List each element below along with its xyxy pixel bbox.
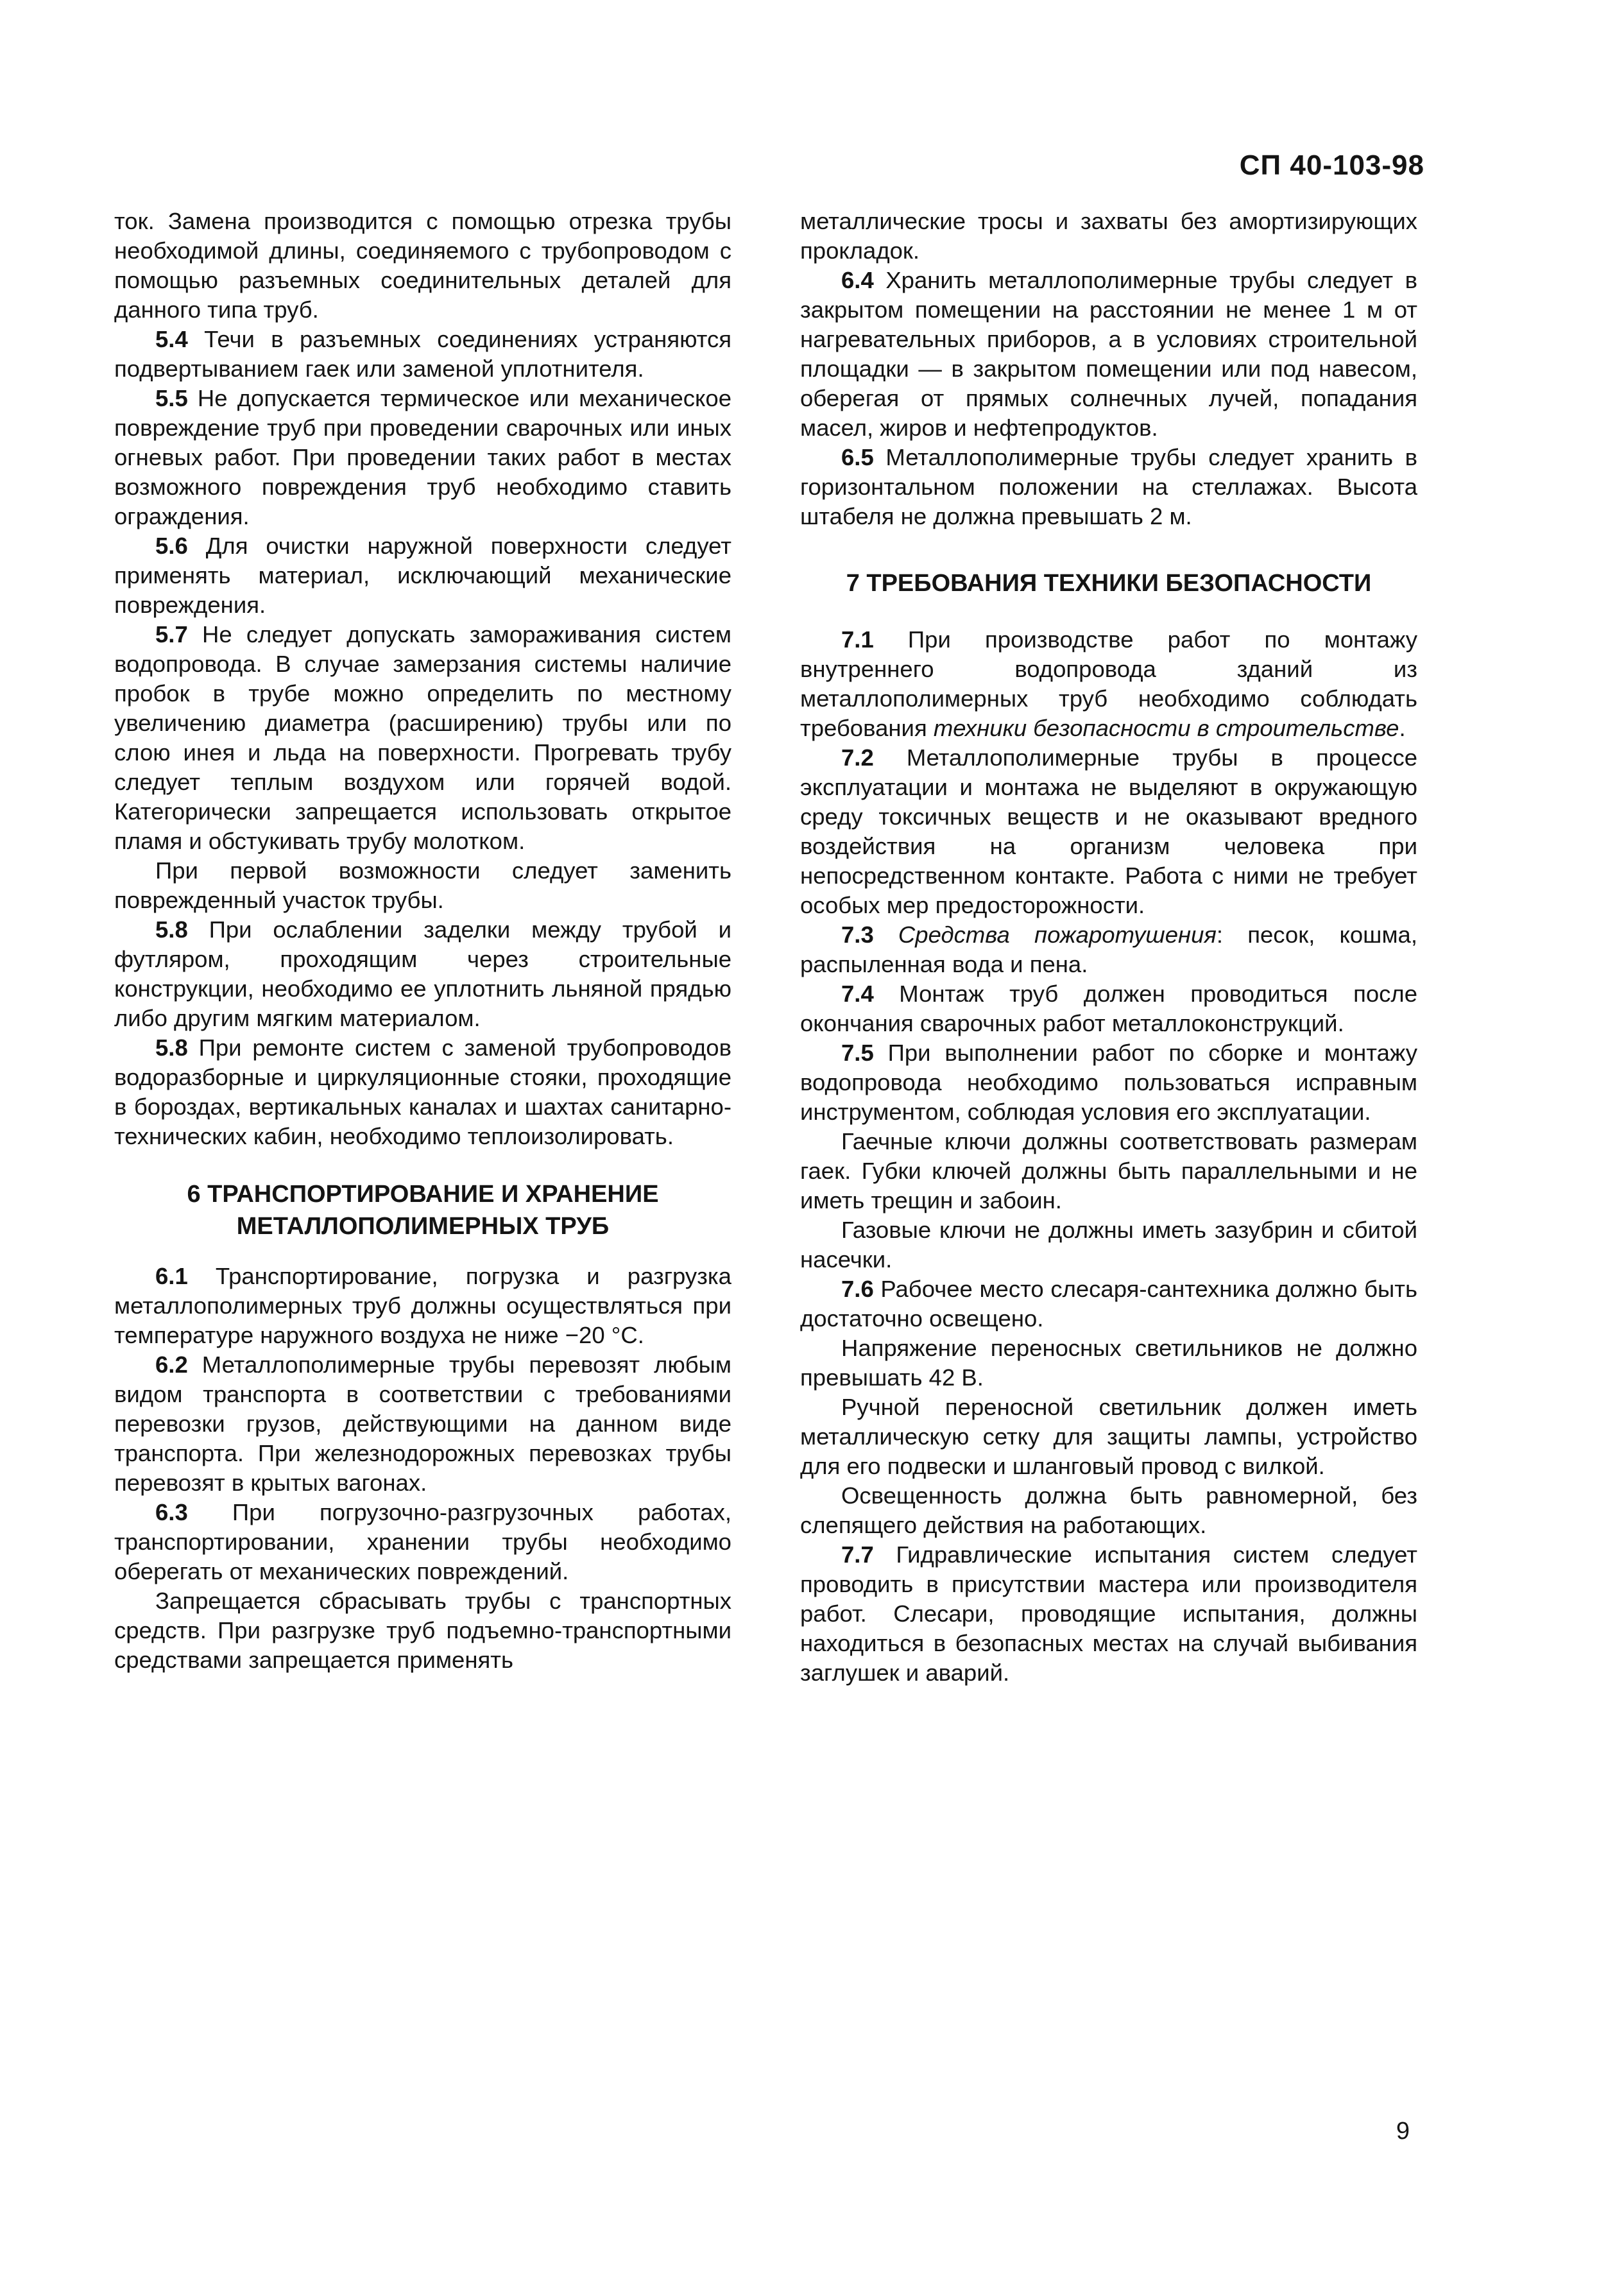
clause-text: Металлополимерные трубы следует хранить в горизонтальном положении на стеллажах. Высота штабеля не должна превышать 2 м.	[800, 444, 1417, 529]
clause-text: : песок, кошма, распыленная вода и пена.	[800, 922, 1417, 977]
clause-number: 5.8	[155, 916, 188, 943]
right-column	[800, 207, 1417, 1688]
clause-6-1	[114, 1262, 731, 1350]
clause-tail: .	[1399, 715, 1406, 741]
paragraph-portable-lamp: Ручной переносной светильник должен иметь металлическую сетку для защиты лампы, устройство для его подвески и шланговый провод с вилкой.	[800, 1394, 1417, 1479]
clause-number: 5.8	[155, 1034, 188, 1061]
clause-5-5	[114, 384, 731, 531]
clause-number: 6.4	[841, 267, 874, 293]
clause-italic-term: Средства пожаротушения	[898, 922, 1217, 948]
clause-number: 6.5	[841, 444, 874, 470]
clause-7-6	[800, 1274, 1417, 1334]
clause-italic-term: техники безопасности в строительстве	[933, 715, 1399, 741]
clause-7-2	[800, 743, 1417, 920]
clause-text: Монтаж труб должен проводиться после окончания сварочных работ металлоконструкций.	[800, 981, 1417, 1036]
clause-5-6	[114, 531, 731, 620]
clause-number: 7.4	[841, 981, 874, 1007]
clause-number: 5.4	[155, 326, 188, 352]
clause-number: 7.5	[841, 1040, 874, 1066]
left-column	[114, 207, 731, 1675]
section-6-heading	[114, 1178, 731, 1242]
clause-text: Гидравлические испытания систем следует проводить в присутствии мастера или производителя работ. Слесари, проводящие испытания, должны находиться в безопасных местах на случай выбивания заглушек и аварий.	[800, 1541, 1417, 1686]
clause-text: Транспортирование, погрузка и разгрузка металлополимерных труб должны осуществляться при температуре наружного воздуха не ниже −20 °С.	[114, 1263, 731, 1348]
clause-7-1	[800, 625, 1417, 743]
paragraph-illumination: Освещенность должна быть равномерной, без слепящего действия на работающих.	[800, 1482, 1417, 1538]
clause-text: Металлополимерные трубы перевозят любым видом транспорта в соответствии с требованиями перевозки грузов, действующими на данном виде транспорта. При железнодорожных перевозках трубы перевозят в крытых вагонах.	[114, 1351, 731, 1496]
document-code: СП 40-103-98	[1239, 150, 1424, 181]
paragraph-continued: металлические тросы и захваты без амортизирующих прокладок.	[800, 208, 1417, 264]
clause-number: 5.5	[155, 385, 188, 411]
section-6-heading-line1: 6 ТРАНСПОРТИРОВАНИЕ И ХРАНЕНИЕ	[187, 1181, 659, 1208]
clause-6-5	[800, 443, 1417, 531]
clause-6-2	[114, 1350, 731, 1498]
section-7-heading: 7 ТРЕБОВАНИЯ ТЕХНИКИ БЕЗОПАСНОСТИ	[846, 570, 1372, 597]
clause-number: 7.7	[841, 1541, 874, 1568]
clause-text: Металлополимерные трубы в процессе эксплуатации и монтажа не выделяют в окружающую среду токсичных веществ и не оказывают вредного воздействия на организм человека при непосредственном контакте. Работа с ними не требует особых мер предосторожности.	[800, 744, 1417, 918]
clause-7-3	[800, 920, 1417, 979]
clause-text: Течи в разъемных соединениях устраняются подвертыванием гаек или заменой уплотнителя.	[114, 326, 731, 382]
clause-number: 6.3	[155, 1499, 188, 1525]
clause-7-5	[800, 1038, 1417, 1127]
clause-6-3	[114, 1498, 731, 1586]
clause-5-4	[114, 325, 731, 384]
clause-number: 6.1	[155, 1263, 188, 1289]
clause-text: Хранить металлополимерные трубы следует в закрытом помещении на расстоянии не менее 1 м от нагревательных приборов, а в условиях строительной площадки — в закрытом помещении или под навесом, оберегая от прямых солнечных лучей, попадания масел, жиров и нефтепродуктов.	[800, 267, 1417, 441]
page-number: 9	[1396, 2118, 1410, 2145]
clause-text: При выполнении работ по сборке и монтажу водопровода необходимо пользоваться исправным инструментом, соблюдая условия его эксплуатации.	[800, 1040, 1417, 1125]
clause-text: При погрузочно-разгрузочных работах, транспортировании, хранении трубы необходимо оберегать от механических повреждений.	[114, 1499, 731, 1584]
clause-number: 5.6	[155, 533, 188, 559]
clause-text: Для очистки наружной поверхности следует применять материал, исключающий механические повреждения.	[114, 533, 731, 618]
paragraph-forbid-dropping: Запрещается сбрасывать трубы с транспортных средств. При разгрузке труб подъемно-транспортными средствами запрещается применять	[114, 1588, 731, 1673]
clause-5-8-sealing	[114, 915, 731, 1033]
paragraph-gas-keys: Газовые ключи не должны иметь зазубрин и сбитой насечки.	[800, 1217, 1417, 1273]
clause-number: 5.7	[155, 621, 188, 648]
clause-number: 7.2	[841, 744, 874, 771]
clause-text: Рабочее место слесаря-сантехника должно быть достаточно освещено.	[800, 1276, 1417, 1332]
paragraph-replace-pipe: При первой возможности следует заменить поврежденный участок трубы.	[114, 857, 731, 913]
clause-text: При ремонте систем с заменой трубопроводов водоразборные и циркуляционные стояки, проходящие в бороздах, вертикальных каналах и шахтах санитарно-технических кабин, необходимо теплоизолировать.	[114, 1034, 731, 1149]
clause-5-8-insulation	[114, 1033, 731, 1151]
clause-text: При ослаблении заделки между трубой и футляром, проходящим через строительные конструкции, необходимо ее уплотнить льняной прядью либо другим мягким материалом.	[114, 916, 731, 1031]
clause-7-4	[800, 979, 1417, 1038]
clause-5-7	[114, 620, 731, 856]
clause-text: Не следует допускать замораживания систем водопровода. В случае замерзания системы наличие пробок в трубе можно определить по местному увеличению диаметра (расширению) трубы или по слою инея и льда на поверхности. Прогревать трубу следует теплым воздухом или горячей водой. Категорически запрещается использовать открытое пламя и обстукивать трубу молотком.	[114, 621, 731, 854]
paragraph-wrench-keys: Гаечные ключи должны соответствовать размерам гаек. Губки ключей должны быть параллельными и не иметь трещин и забоин.	[800, 1128, 1417, 1214]
clause-7-7	[800, 1540, 1417, 1688]
clause-text: Не допускается термическое или механическое повреждение труб при проведении сварочных или иных огневых работ. При проведении таких работ в местах возможного повреждения труб необходимо ставить ограждения.	[114, 385, 731, 529]
clause-6-4	[800, 266, 1417, 443]
paragraph-voltage: Напряжение переносных светильников не должно превышать 42 В.	[800, 1335, 1417, 1391]
clause-number: 7.1	[841, 626, 874, 653]
clause-number: 7.3	[841, 922, 874, 948]
clause-text: При производстве работ по монтажу внутреннего водопровода зданий из металлополимерных труб необходимо соблюдать требования	[800, 626, 1417, 741]
section-6-heading-line2: МЕТАЛЛОПОЛИМЕРНЫХ ТРУБ	[236, 1213, 610, 1240]
paragraph-continued: ток. Замена производится с помощью отрезка трубы необходимой длины, соединяемого с трубопроводом с помощью разъемных соединительных деталей для данного типа труб.	[114, 208, 731, 323]
clause-number: 6.2	[155, 1351, 188, 1378]
clause-number: 7.6	[841, 1276, 874, 1302]
